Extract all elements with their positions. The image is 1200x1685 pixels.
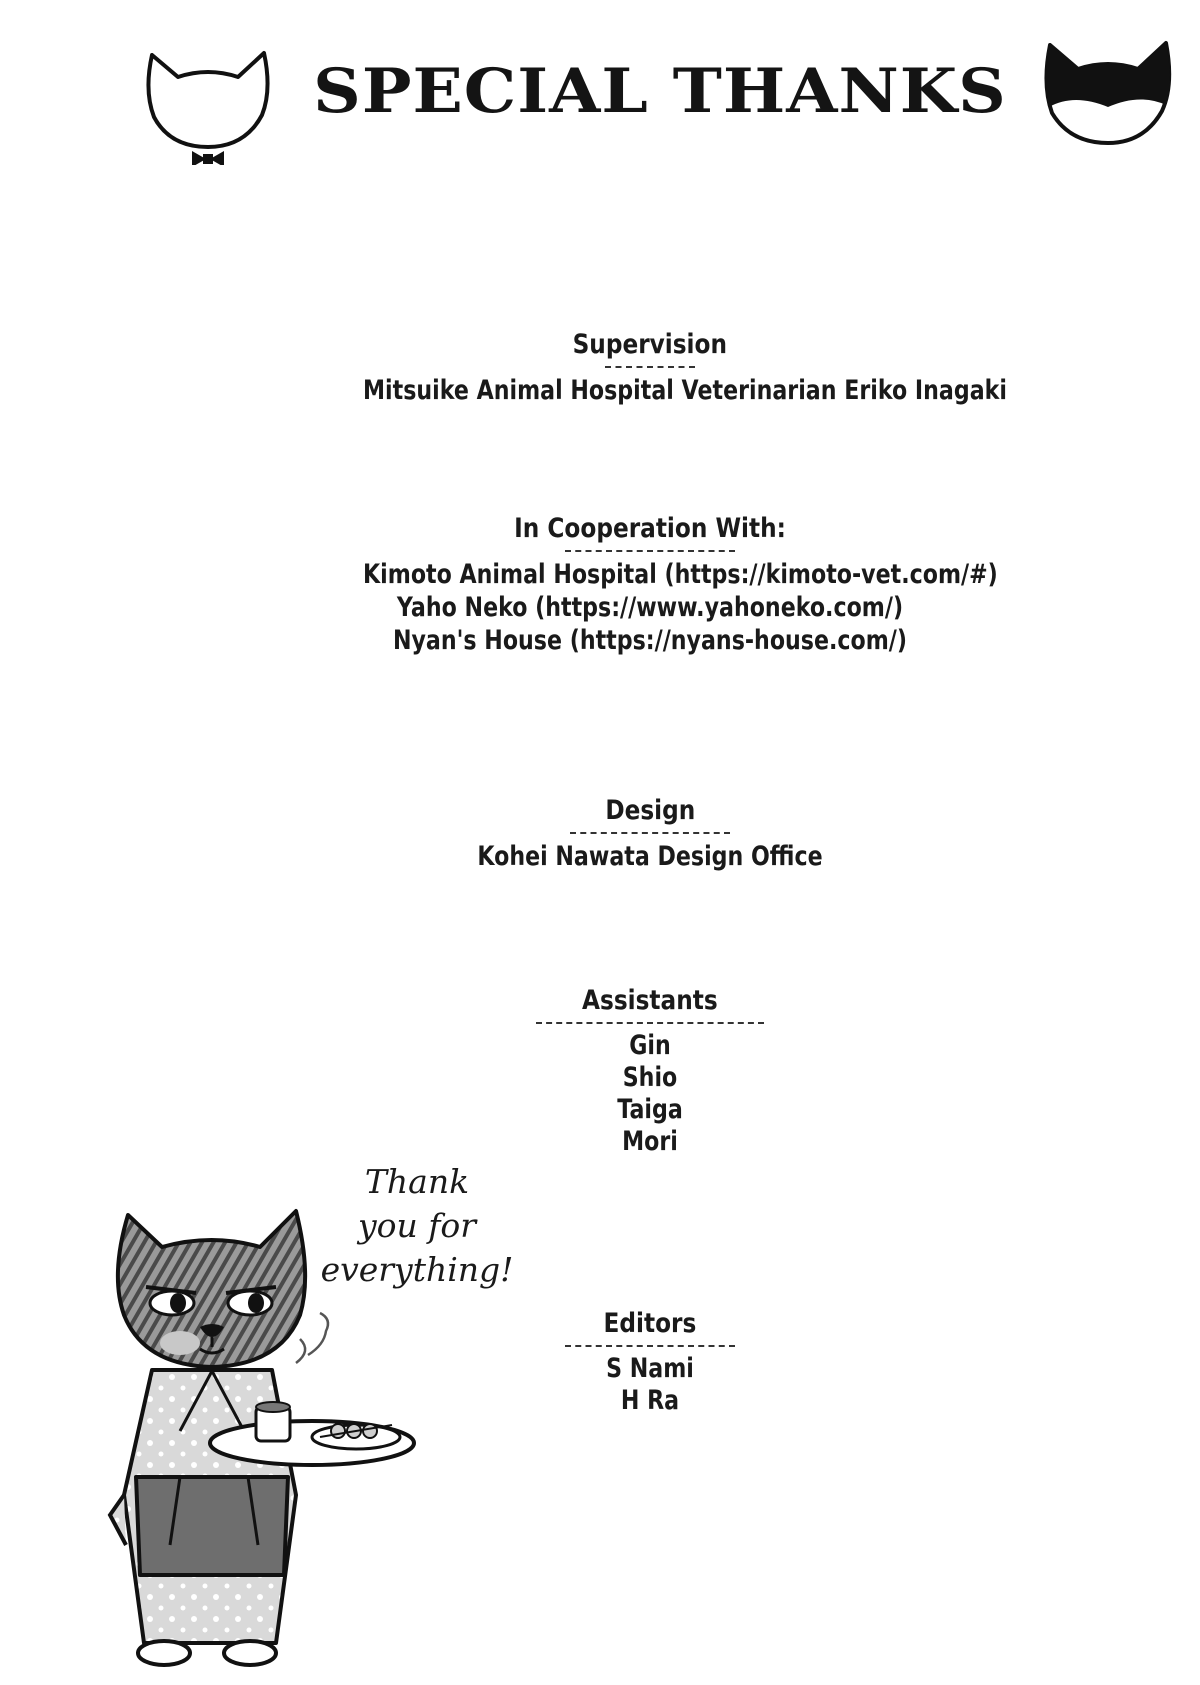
supervision-heading: Supervision — [572, 329, 728, 360]
supervision-section — [300, 328, 1007, 407]
speech-line: Thank — [364, 1162, 470, 1201]
credit-line: Gin — [629, 1030, 671, 1061]
credit-line: Mori — [622, 1126, 678, 1157]
credit-line: Yaho Neko (https://www.yahoneko.com/) — [396, 592, 904, 623]
credit-line: Shio — [622, 1062, 678, 1093]
editors-heading: Editors — [603, 1308, 697, 1339]
divider — [565, 550, 735, 552]
credit-line: Mitsuike Animal Hospital Veterinarian Eriko Inagaki — [363, 375, 1007, 406]
speech-line: everything! — [320, 1250, 514, 1289]
credit-line: H Ra — [620, 1385, 680, 1416]
assistants-heading: Assistants — [582, 985, 718, 1016]
credit-line: Nyan's House (https://nyans-house.com/) — [392, 625, 908, 656]
design-heading: Design — [605, 795, 695, 826]
credit-line: Kohei Nawata Design Office — [477, 841, 823, 872]
black-white-cat-head-icon — [1040, 35, 1175, 150]
cat-mascot-illustration — [100, 1195, 440, 1675]
design-section — [300, 794, 1000, 873]
divider — [536, 1022, 764, 1024]
credit-line: Kimoto Animal Hospital (https://kimoto-vet.com/#) — [363, 559, 998, 590]
divider — [565, 1345, 735, 1347]
credit-line: S Nami — [606, 1353, 694, 1384]
divider — [570, 832, 730, 834]
speech-line: you for — [357, 1206, 477, 1245]
white-cat-head-icon — [140, 35, 275, 165]
cooperation-heading: In Cooperation With: — [514, 513, 786, 544]
assistants-section — [300, 984, 1000, 1158]
credit-line: Taiga — [617, 1094, 683, 1125]
divider — [605, 366, 695, 368]
page-title: SPECIAL THANKS — [313, 55, 1007, 127]
mascot-head — [118, 1211, 305, 1367]
cooperation-section — [300, 512, 1000, 657]
